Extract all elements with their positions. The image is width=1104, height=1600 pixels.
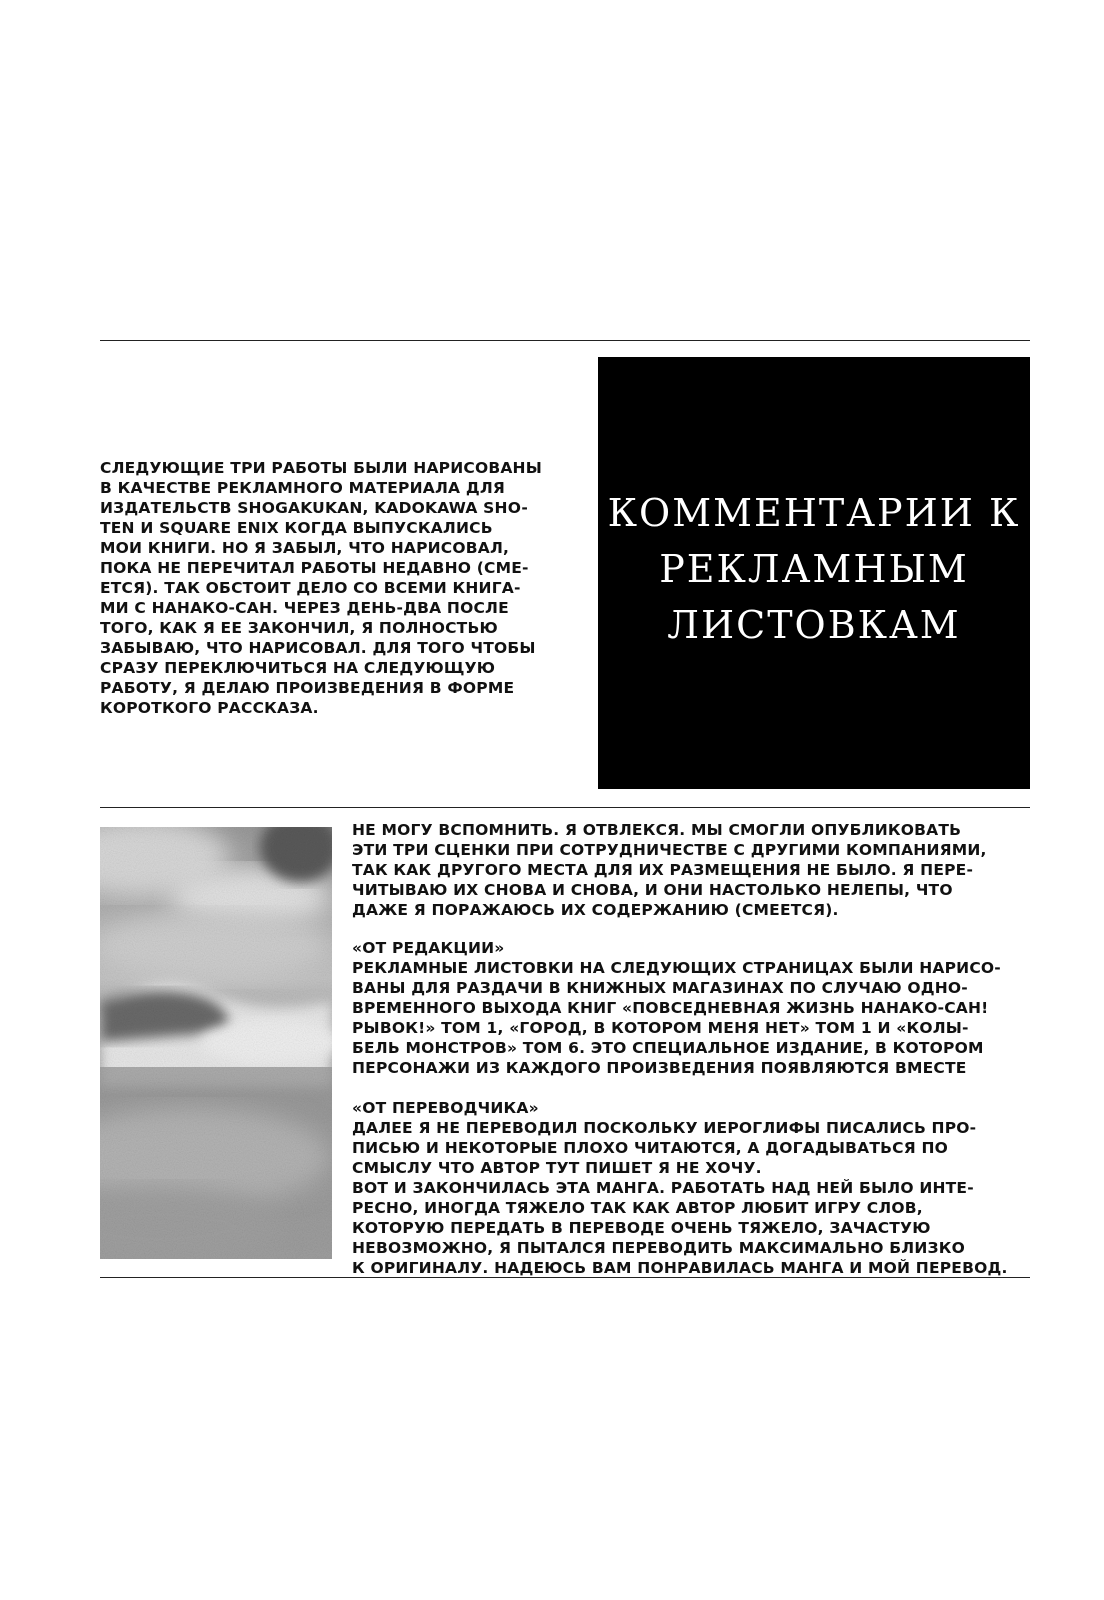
middle-divider	[100, 807, 1030, 808]
editor-note-heading: «ОТ РЕДАКЦИИ»	[352, 939, 505, 957]
intro-paragraph: СЛЕДУЮЩИЕ ТРИ РАБОТЫ БЫЛИ НАРИСОВАНЫ В КАЧЕСТВЕ РЕКЛАМНОГО МАТЕРИАЛА ДЛЯ ИЗДАТЕЛЬСТВ SHOGAKUKAN, KADOKAWA SHO- TEN И SQUARE ENIX КОГДА ВЫПУСКАЛИСЬ МОИ КНИГИ. НО Я ЗАБЫЛ, ЧТО НАРИСОВАЛ, ПОКА НЕ ПЕРЕЧИТАЛ РАБОТЫ НЕДАВНО (СМЕ- ЕТСЯ). ТАК ОБСТОИТ ДЕЛО СО ВСЕМИ КНИГА- МИ С НАНАКО-САН. ЧЕРЕЗ ДЕНЬ-ДВА ПОСЛЕ ТОГО, КАК Я ЕЕ ЗАКОНЧИЛ, Я ПОЛНОСТЬЮ ЗАБЫВАЮ, ЧТО НАРИСОВАЛ. ДЛЯ ТОГО ЧТОБЫ СРАЗУ ПЕРЕКЛЮЧИТЬСЯ НА СЛЕДУЮЩУЮ РАБОТУ, Я ДЕЛАЮ ПРОИЗВЕДЕНИЯ В ФОРМЕ КОРОТКОГО РАССКАЗА.	[100, 459, 542, 717]
top-divider	[100, 340, 1030, 341]
body-paragraph-recollection: НЕ МОГУ ВСПОМНИТЬ. Я ОТВЛЕКСЯ. МЫ СМОГЛИ ОПУБЛИКОВАТЬ ЭТИ ТРИ СЦЕНКИ ПРИ СОТРУДНИЧЕСТВЕ С ДРУГИМИ КОМПАНИЯМИ, ТАК КАК ДРУГОГО МЕСТА ДЛЯ ИХ РАЗМЕЩЕНИЯ НЕ БЫЛО. Я ПЕРЕ- ЧИТЫВАЮ ИХ СНОВА И СНОВА, И ОНИ НАСТОЛЬКО НЕЛЕПЫ, ЧТО ДАЖЕ Я ПОРАЖАЮСЬ ИХ СОДЕРЖАНИЮ (СМЕЕТСЯ).	[352, 821, 987, 919]
bottom-divider	[100, 1277, 1030, 1278]
translator-note-text: ДАЛЕЕ Я НЕ ПЕРЕВОДИЛ ПОСКОЛЬКУ ИЕРОГЛИФЫ ПИСАЛИСЬ ПРО- ПИСЬЮ И НЕКОТОРЫЕ ПЛОХО ЧИТАЮТСЯ, А ДОГАДЫВАТЬСЯ ПО СМЫСЛУ ЧТО АВТОР ТУТ ПИШЕТ Я НЕ ХОЧУ. ВОТ И ЗАКОНЧИЛАСЬ ЭТА МАНГА. РАБОТАТЬ НАД НЕЙ БЫЛО ИНТЕ- РЕСНО, ИНОГДА ТЯЖЕЛО ТАК КАК АВТОР ЛЮБИТ ИГРУ СЛОВ, КОТОРУЮ ПЕРЕДАТЬ В ПЕРЕВОДЕ ОЧЕНЬ ТЯЖЕЛО, ЗАЧАСТУЮ НЕВОЗМОЖНО, Я ПЫТАЛСЯ ПЕРЕВОДИТЬ МАКСИМАЛЬНО БЛИЗКО К ОРИГИНАЛУ. НАДЕЮСЬ ВАМ ПОНРАВИЛАСЬ МАНГА И МОЙ ПЕРЕВОД.	[352, 1119, 1008, 1277]
cloud-photo-image	[100, 827, 332, 1259]
page-title: КОММЕНТАРИИ К РЕКЛАМНЫМ ЛИСТОВКАМ	[607, 491, 1021, 647]
cloud-photo	[100, 827, 332, 1259]
translator-note-heading: «ОТ ПЕРЕВОДЧИКА»	[352, 1099, 539, 1117]
title-block	[598, 357, 1030, 789]
editor-note-text: РЕКЛАМНЫЕ ЛИСТОВКИ НА СЛЕДУЮЩИХ СТРАНИЦАХ БЫЛИ НАРИСО- ВАНЫ ДЛЯ РАЗДАЧИ В КНИЖНЫХ МАГАЗИНАХ ПО СЛУЧАЮ ОДНО- ВРЕМЕННОГО ВЫХОДА КНИГ «ПОВСЕДНЕВНАЯ ЖИЗНЬ НАНАКО-САН! РЫВОК!» ТОМ 1, «ГОРОД, В КОТОРОМ МЕНЯ НЕТ» ТОМ 1 И «КОЛЫ- БЕЛЬ МОНСТРОВ» ТОМ 6. ЭТО СПЕЦИАЛЬНОЕ ИЗДАНИЕ, В КОТОРОМ ПЕРСОНАЖИ ИЗ КАЖДОГО ПРОИЗВЕДЕНИЯ ПОЯВЛЯЮТСЯ ВМЕСТЕ	[352, 959, 1001, 1077]
